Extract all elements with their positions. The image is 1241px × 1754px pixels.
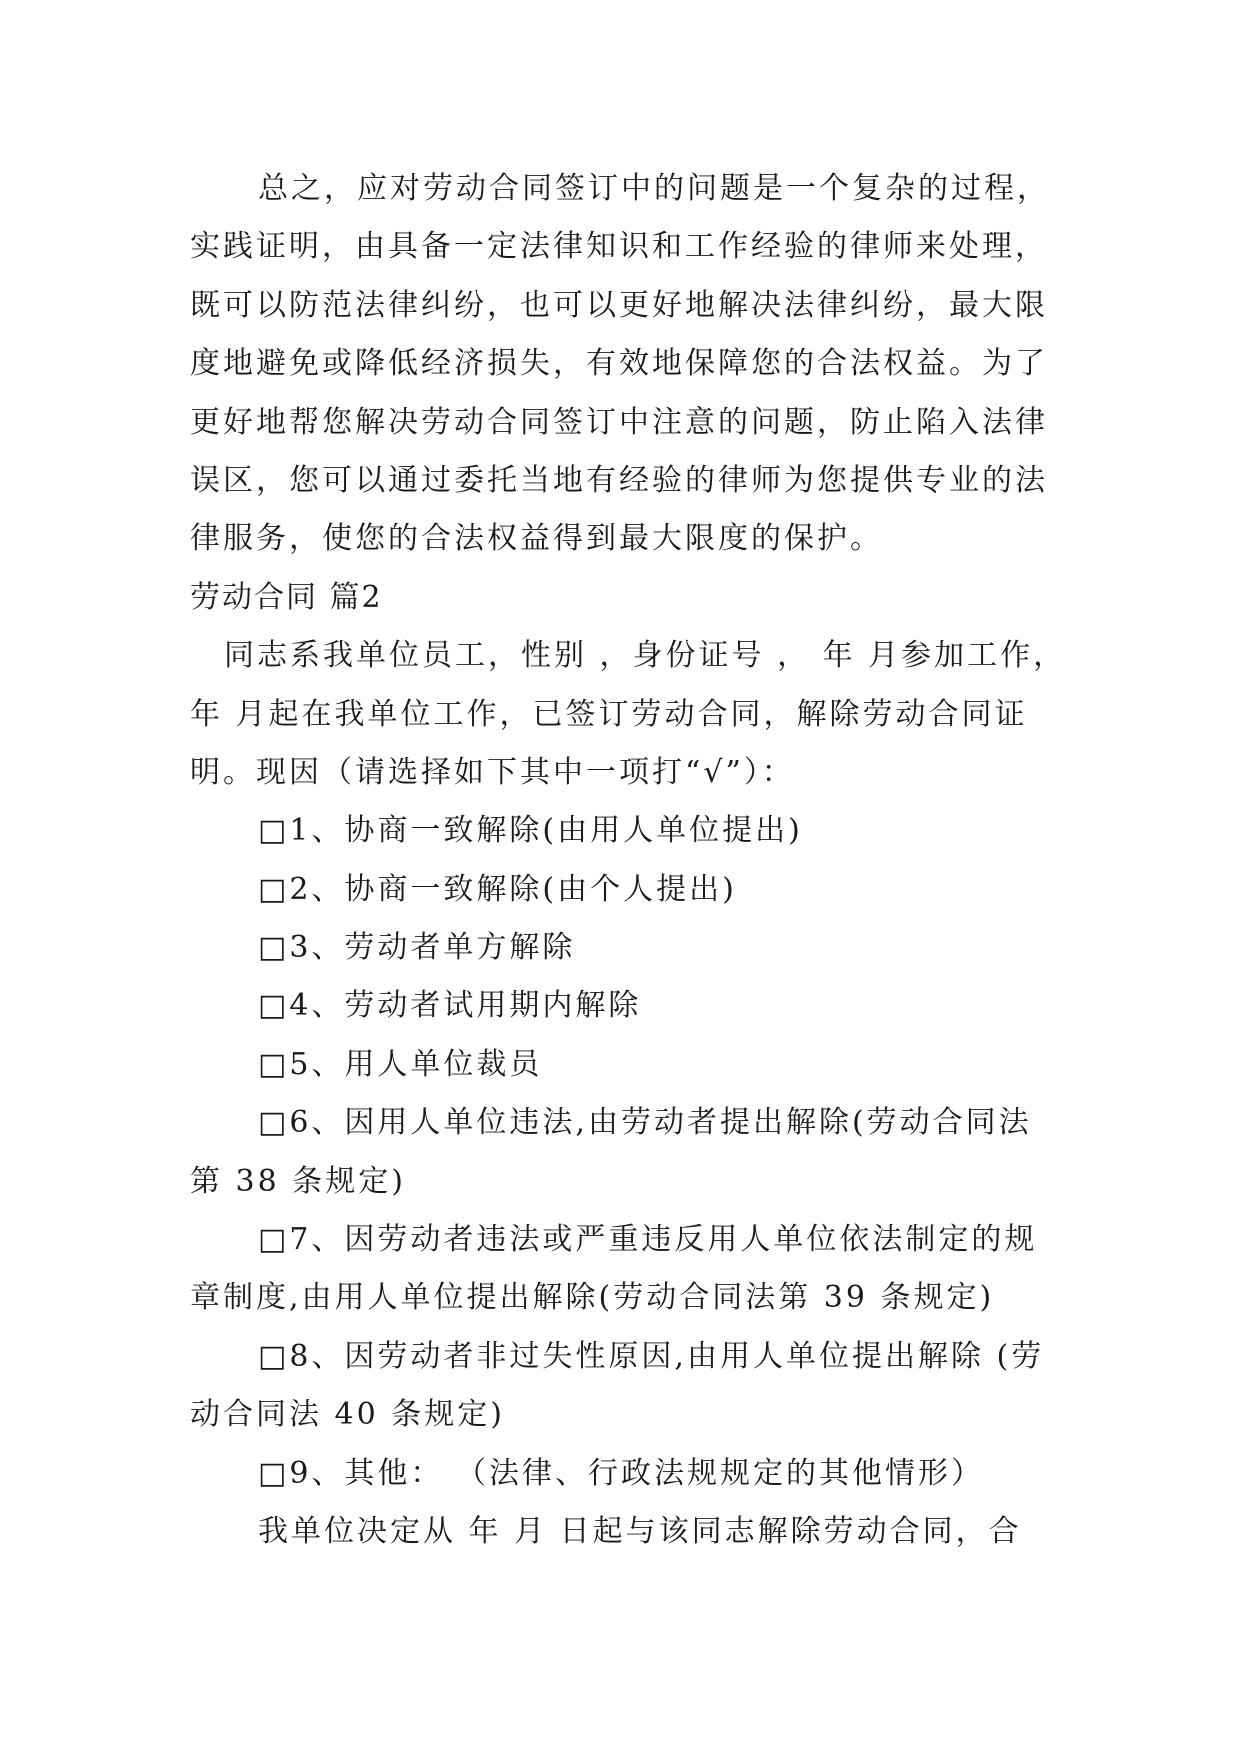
checklist-item-continuation: 章制度,由用人单位提出解除(劳动合同法第 39 条规定) bbox=[190, 1280, 995, 1316]
paragraph-line: 律服务，使您的合法权益得到最大限度的保护。 bbox=[190, 521, 883, 557]
section-heading: 劳动合同 篇2 bbox=[190, 579, 383, 615]
paragraph-line: 总之，应对劳动合同签订中的问题是一个复杂的过程， bbox=[258, 171, 1050, 206]
document-body bbox=[190, 160, 1067, 1561]
checklist-item-continuation: 第 38 条规定) bbox=[190, 1163, 406, 1199]
checklist-item: □1、协商一致解除(由用人单位提出) bbox=[258, 813, 803, 849]
checklist-item: □6、因用人单位违法,由劳动者提出解除(劳动合同法 bbox=[258, 1105, 1032, 1141]
paragraph-line: 同志系我单位员工，性别 ，身份证号 ， 年 月参加工作， bbox=[224, 638, 1067, 674]
paragraph-line: 既可以防范法律纠纷，也可以更好地解决法律纠纷，最大限 bbox=[190, 287, 1048, 323]
paragraph-line: 我单位决定从 年 月 日起与该同志解除劳动合同，合 bbox=[258, 1513, 1022, 1549]
checklist-item: □5、用人单位裁员 bbox=[258, 1046, 543, 1082]
paragraph-line: 实践证明，由具备一定法律知识和工作经验的律师来处理， bbox=[190, 229, 1048, 265]
paragraph-line: 明。现因（请选择如下其中一项打“√”）： bbox=[190, 754, 795, 790]
checklist-item: □2、协商一致解除(由个人提出) bbox=[258, 871, 737, 907]
paragraph-line: 年 月起在我单位工作，已签订劳动合同，解除劳动合同证 bbox=[190, 696, 1028, 732]
checklist-item: □7、因劳动者违法或严重违反用人单位依法制定的规 bbox=[258, 1222, 1038, 1258]
checklist-item-continuation: 动合同法 40 条规定) bbox=[190, 1397, 505, 1433]
checklist-item: □4、劳动者试用期内解除 bbox=[258, 988, 642, 1024]
checklist-item: □9、其他： （法律、行政法规规定的其他情形） bbox=[258, 1455, 984, 1491]
checklist-item: □8、因劳动者非过失性原因,由用人单位提出解除 (劳 bbox=[258, 1338, 1045, 1374]
paragraph-line: 误区，您可以通过委托当地有经验的律师为您提供专业的法 bbox=[190, 462, 1048, 498]
paragraph-line: 度地避免或降低经济损失，有效地保障您的合法权益。为了 bbox=[190, 346, 1048, 382]
paragraph-line: 更好地帮您解决劳动合同签订中注意的问题，防止陷入法律 bbox=[190, 404, 1048, 440]
checklist-item: □3、劳动者单方解除 bbox=[258, 930, 576, 966]
